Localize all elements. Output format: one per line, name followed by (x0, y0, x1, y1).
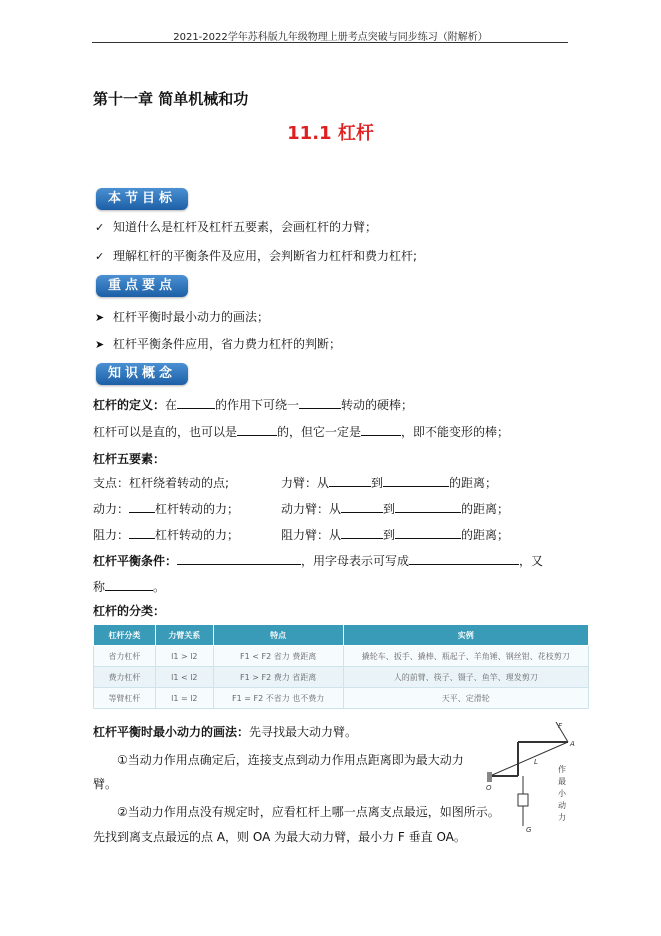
key-points-heading: 重点要点 (96, 275, 188, 297)
effort-arm-line: 动力臂：从 到 的距离； (281, 502, 510, 516)
fill-blank[interactable] (129, 501, 155, 513)
fill-blank[interactable] (395, 501, 461, 513)
table-header: 杠杆分类 (94, 625, 156, 646)
definition-line-2: 杠杆可以是直的，也可以是 的，但它一定是 ，即不能变形的棒； (93, 425, 510, 439)
balance-condition-line: 杠杆平衡条件： ，用字母表示可写成 ，又 (93, 554, 544, 568)
caption-char: 最 (558, 777, 566, 786)
caption-char: 作 (558, 765, 566, 774)
label-O: O (486, 784, 492, 792)
table-header: 力臂关系 (155, 625, 213, 646)
fill-blank[interactable] (395, 527, 461, 539)
label-G: G (526, 826, 532, 834)
label-L: L (534, 758, 538, 766)
table-header: 特点 (213, 625, 343, 646)
table-row (94, 646, 589, 667)
min-force-figure (478, 720, 578, 840)
goal-item: ✓ 知道什么是杠杆及杠杆五要素，会画杠杆的力臂； (95, 220, 378, 234)
key-point-item: ➤ 杠杆平衡时最小动力的画法； (95, 310, 270, 324)
fill-blank[interactable] (361, 424, 401, 436)
fill-blank[interactable] (177, 553, 301, 565)
fill-blank[interactable] (329, 475, 371, 487)
caption-char: 动 (558, 801, 566, 810)
pivot-mark (487, 772, 492, 782)
fill-blank[interactable] (299, 397, 341, 409)
table-cell: l1 > l2 (155, 646, 213, 667)
table-cell: l1 = l2 (155, 688, 213, 709)
table-cell: 等臂杠杆 (94, 688, 156, 709)
goal-item: ✓ 理解杠杆的平衡条件及应用，会判断省力杠杆和费力杠杆; (95, 249, 418, 263)
table-row (94, 688, 589, 709)
min-force-para-1-cont: 臂。 (93, 777, 118, 791)
table-cell: F1 = F2 不省力 也不费力 (213, 688, 343, 709)
force-arm-line: 力臂：从 到 的距离； (281, 476, 498, 490)
load-line: 阻力： 杠杆转动的力； (93, 528, 240, 542)
label-F: F (558, 722, 563, 730)
weight-block (518, 794, 528, 806)
table-cell: 人的前臂、筷子、镊子、鱼竿、理发剪刀 (343, 667, 589, 688)
classification-title: 杠杆的分类： (93, 604, 166, 618)
header-divider (92, 42, 568, 43)
table-cell: 费力杠杆 (94, 667, 156, 688)
arrow-bullet-icon: ➤ (95, 311, 105, 324)
concepts-heading: 知识概念 (96, 363, 188, 385)
min-force-para-2: ②当动力作用点没有规定时，应看杠杆上哪一点离支点最远，如图所示。 (117, 805, 500, 819)
load-arm-line: 阻力臂：从 到 的距离； (281, 528, 510, 542)
section-title: 11.1 杠杆 (287, 123, 374, 144)
five-elements-title: 杠杆五要素： (93, 452, 166, 466)
key-point-item: ➤ 杠杆平衡条件应用，省力费力杠杆的判断； (95, 337, 342, 351)
table-header-row (94, 625, 589, 646)
min-force-title-line: 杠杆平衡时最小动力的画法：先寻找最大动力臂。 (93, 725, 358, 739)
table-row (94, 667, 589, 688)
caption-char: 小 (558, 789, 566, 798)
table-header: 实例 (343, 625, 589, 646)
min-force-para-1: ①当动力作用点确定后，连接支点到动力作用点距离即为最大动力 (117, 753, 464, 767)
fill-blank[interactable] (129, 527, 155, 539)
fill-blank[interactable] (341, 527, 383, 539)
header-title: 2021-2022学年苏科版九年级物理上册考点突破与同步练习（附解析） (173, 32, 488, 43)
label-A: A (570, 740, 575, 748)
table-cell: F1 < F2 省力 费距离 (213, 646, 343, 667)
balance-condition-line-2: 称 。 (93, 580, 166, 594)
arrow-bullet-icon: ➤ (95, 338, 105, 351)
checkmark-icon: ✓ (95, 221, 105, 234)
definition-line: 杠杆的定义：在 的作用下可绕一 转动的硬棒； (93, 398, 414, 412)
goals-heading: 本节目标 (96, 188, 188, 210)
table-cell: l1 < l2 (155, 667, 213, 688)
fill-blank[interactable] (383, 475, 449, 487)
fill-blank[interactable] (105, 579, 153, 591)
fill-blank[interactable] (177, 397, 215, 409)
arm-line-OA (490, 742, 568, 776)
min-force-para-2-cont: 先找到离支点最远的点 A，则 OA 为最大动力臂，最小力 F 垂直 OA。 (93, 830, 466, 844)
table-cell: 撬轮车、扳手、撬棒、瓶起子、羊角锤、钢丝钳、花枝剪刀 (343, 646, 589, 667)
chapter-title: 第十一章 简单机械和功 (93, 90, 249, 108)
table-cell: F1 > F2 费力 省距离 (213, 667, 343, 688)
effort-line: 动力： 杠杆转动的力； (93, 502, 240, 516)
fill-blank[interactable] (409, 553, 519, 565)
table-cell: 天平、定滑轮 (343, 688, 589, 709)
fill-blank[interactable] (341, 501, 383, 513)
lever-classification-table (93, 624, 589, 709)
checkmark-icon: ✓ (95, 250, 105, 263)
fill-blank[interactable] (237, 424, 277, 436)
table-cell: 省力杠杆 (94, 646, 156, 667)
caption-char: 力 (558, 813, 566, 822)
fulcrum-line: 支点：杠杆绕着转动的点; (93, 476, 230, 490)
